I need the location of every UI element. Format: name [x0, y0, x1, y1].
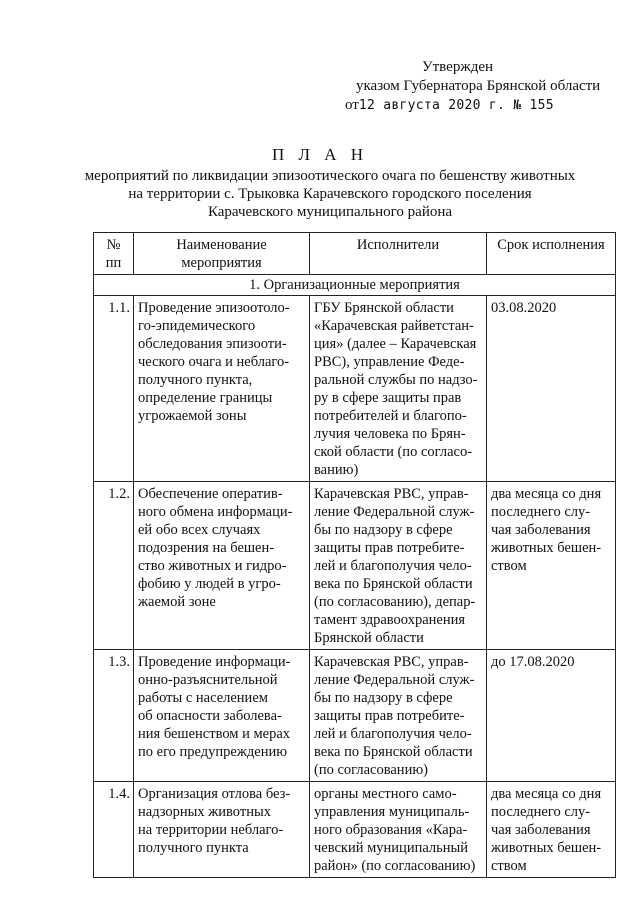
- row-deadline: до 17.08.2020: [487, 650, 616, 782]
- table-row: [94, 650, 616, 782]
- document-title: П Л А Н: [271, 145, 369, 164]
- table-row: [94, 296, 616, 482]
- row-activity: Проведение информаци- онно-разъяснительной работы с населением об опасности заболева- ния бешенством и мерах по его предупреждению: [134, 650, 310, 782]
- row-executors: Карачевская РВС, управ- ление Федеральной служ- бы по надзору в сфере защиты прав потребите- лей и благополучия чело- века по Брянской области (по согласованию), депар- тамент здравоохранения Брянской области: [310, 482, 487, 650]
- row-deadline: два месяца со дня последнего слу- чая заболевания животных бешен- ством: [487, 482, 616, 650]
- approval-date-number: 12 августа 2020 г. № 155: [358, 98, 554, 113]
- subtitle-line: мероприятий по ликвидации эпизоотического очага по бешенству животных: [84, 168, 576, 184]
- table-row: [94, 482, 616, 650]
- row-deadline: 03.08.2020: [487, 296, 616, 482]
- row-deadline: два месяца со дня последнего слу- чая заболевания животных бешен- ством: [487, 782, 616, 878]
- row-number: 1.3.: [94, 650, 134, 782]
- approval-line-2: указом Губернатора Брянской области: [356, 78, 601, 94]
- approval-block: [300, 58, 610, 115]
- row-executors: органы местного само- управления муниципаль- ного образования «Кара- чевский муниципальный район» (по согласованию): [310, 782, 487, 878]
- approval-prefix: от: [345, 97, 359, 113]
- subtitle-line: на территории с. Трыковка Карачевского городского поселения: [128, 186, 532, 202]
- plan-table: [93, 232, 616, 878]
- table-header-row: [94, 233, 616, 275]
- row-executors: ГБУ Брянской области «Карачевская райветстан- ция» (далее – Карачевская РВС), управление Феде- ральной службы по надзо- ру в сфере защиты прав потребителей и благопо- лучия человека по Брян- ской области (по согласо- ванию): [310, 296, 487, 482]
- section-row: [94, 275, 616, 296]
- table-row: [94, 782, 616, 878]
- row-activity: Проведение эпизоотоло- го-эпидемического обследования эпизооти- ческого очага и неблаго- получного пункта, определение границы угрожаемой зоны: [134, 296, 310, 482]
- row-number: 1.4.: [94, 782, 134, 878]
- row-number: 1.2.: [94, 482, 134, 650]
- row-executors: Карачевская РВС, управ- ление Федеральной служ- бы по надзору в сфере защиты прав потребите- лей и благополучия чело- века по Брянской области (по согласованию): [310, 650, 487, 782]
- row-activity: Обеспечение оператив- ного обмена информаци- ей обо всех случаях подозрения на бешен- ство животных и гидро- фобию у людей в угро- жаемой зоне: [134, 482, 310, 650]
- row-activity: Организация отлова без- надзорных животных на территории неблаго- получного пункта: [134, 782, 310, 878]
- header-executors: Исполнители: [310, 233, 487, 275]
- header-deadline: Срок исполнения: [487, 233, 616, 275]
- approval-line-1: Утвержден: [422, 59, 494, 75]
- approval-line-3: [300, 96, 610, 115]
- document-subtitle: [40, 167, 620, 221]
- row-number: 1.1.: [94, 296, 134, 482]
- header-number: № пп: [94, 233, 134, 275]
- subtitle-line: Карачевского муниципального района: [207, 204, 453, 220]
- section-title: 1. Организационные мероприятия: [94, 275, 616, 296]
- header-name: Наименование мероприятия: [134, 233, 310, 275]
